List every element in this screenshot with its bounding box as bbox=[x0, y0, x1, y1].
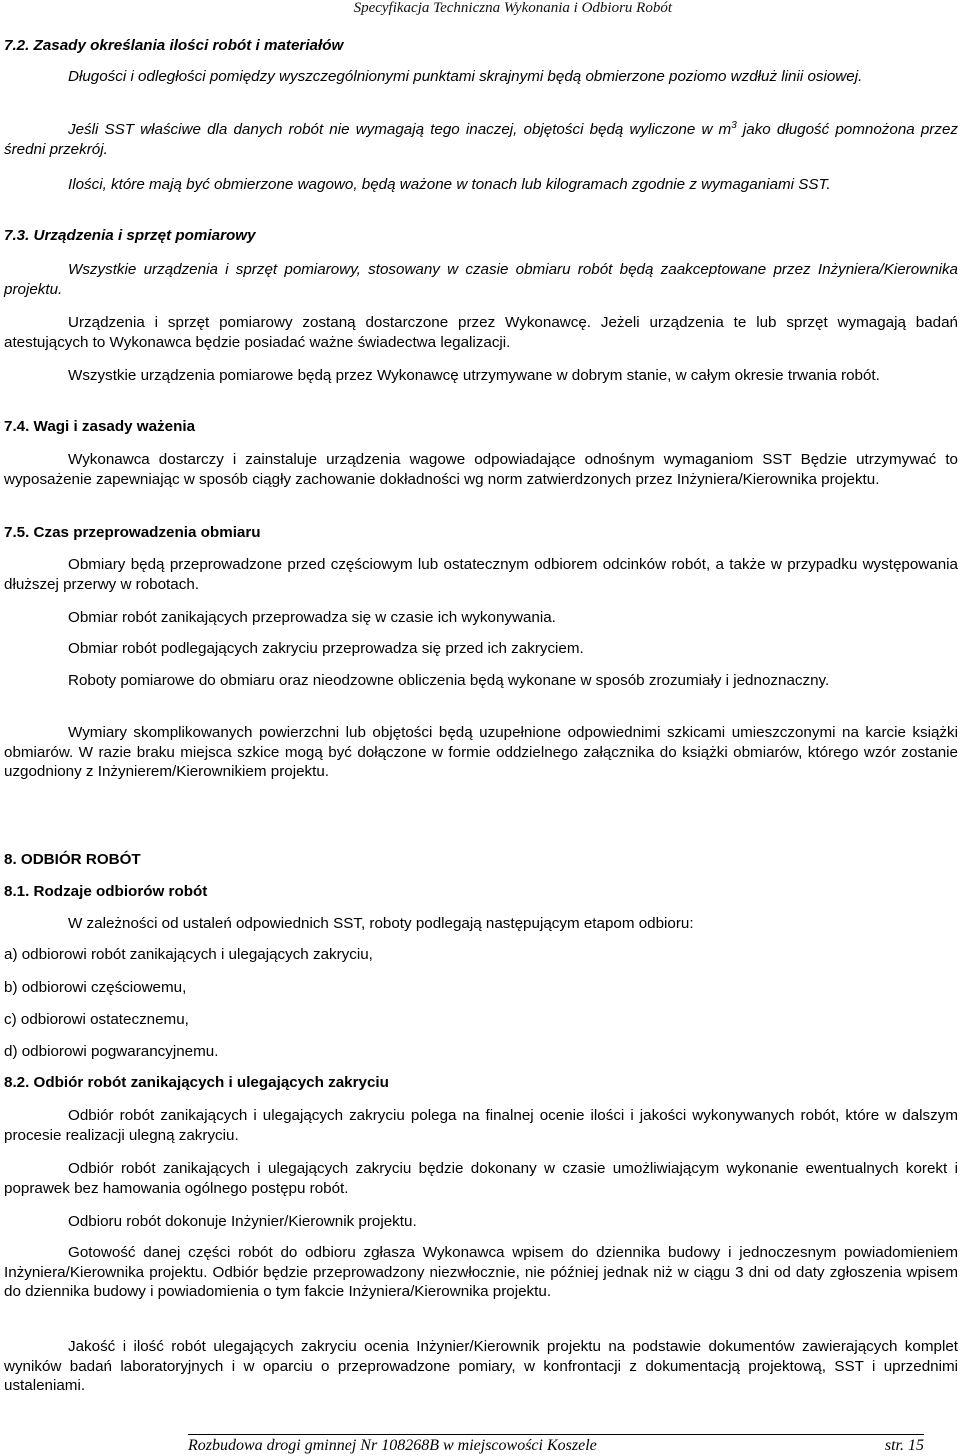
paragraph: W zależności od ustaleń odpowiednich SST, roboty podlegają następującym etapom odbioru: bbox=[68, 915, 694, 932]
paragraph: Gotowość danej części robót do odbioru zgłasza Wykonawca wpisem do dziennika budowy i jednoczesnym powiadomieniem Inżyniera/Kierownika projektu. Odbiór będzie przeprowadzony niezwłocznie, nie później jednak niż w ciągu 3 dni od daty zgłoszenia wpisem do dziennika budowy i powiadomienia o tym fakcie Inżyniera/Kierownika projektu. bbox=[4, 1244, 958, 1301]
running-header: Specyfikacja Techniczna Wykonania i Odbioru Robót bbox=[353, 0, 672, 16]
section-7-2-heading: 7.2. Zasady określania ilości robót i materiałów bbox=[4, 37, 344, 54]
page-footer bbox=[188, 1434, 924, 1455]
list-item: d) odbiorowi pogwarancyjnemu. bbox=[4, 1043, 219, 1060]
page-number: str. 15 bbox=[884, 1437, 924, 1454]
paragraph: Ilości, które mają być obmierzone wagowo, będą ważone w tonach lub kilogramach zgodnie z wymaganiami SST. bbox=[68, 176, 831, 193]
paragraph: Urządzenia i sprzęt pomiarowy zostaną dostarczone przez Wykonawcę. Jeżeli urządzenia te lub sprzęt wymagają badań atestujących to Wykonawca będzie posiadać ważne świadectwa legalizacji. bbox=[4, 314, 958, 351]
paragraph: Obmiary będą przeprowadzone przed częściowym lub ostatecznym odbiorem odcinków robót, a także w przypadku występowania dłuższej przerwy w robotach. bbox=[4, 556, 958, 593]
section-7-5-heading: 7.5. Czas przeprowadzenia obmiaru bbox=[4, 524, 261, 541]
paragraph: Wymiary skomplikowanych powierzchni lub objętości będą uzupełnione odpowiednimi szkicami umieszczonymi na karcie książki obmiarów. W razie braku miejsca szkice mogą być dołączone w formie oddzielnego załącznika do książki obmiarów, którego wzór zostanie uzgodniony z Inżynierem/Kierownikiem projektu. bbox=[4, 724, 958, 781]
paragraph: Roboty pomiarowe do obmiaru oraz nieodzowne obliczenia będą wykonane w sposób zrozumiały i jednoznaczny. bbox=[68, 672, 830, 689]
list-item: b) odbiorowi częściowemu, bbox=[4, 979, 187, 996]
paragraph: Obmiar robót podlegających zakryciu przeprowadza się przed ich zakryciem. bbox=[68, 640, 584, 657]
section-8-1-heading: 8.1. Rodzaje odbiorów robót bbox=[4, 883, 208, 900]
paragraph: Odbiór robót zanikających i ulegających zakryciu polega na finalnej ocenie ilości i jakości wykonywanych robót, które w dalszym procesie realizacji ulegną zakryciu. bbox=[4, 1107, 958, 1144]
list-item: a) odbiorowi robót zanikających i ulegających zakryciu, bbox=[4, 946, 373, 963]
footer-project-title: Rozbudowa drogi gminnej Nr 108268B w miejscowości Koszele bbox=[188, 1437, 597, 1454]
paragraph: Jeśli SST właściwe dla danych robót nie wymagają tego inaczej, objętości będą wyliczone w $m^3$ jako długość pomnożona przez średni przekrój. bbox=[4, 119, 958, 158]
paragraph: Odbiór robót zanikających i ulegających zakryciu będzie dokonany w czasie umożliwiającym wykonanie ewentualnych korekt i poprawek bez hamowania ogólnego postępu robót. bbox=[4, 1160, 958, 1197]
paragraph: Wykonawca dostarczy i zainstaluje urządzenia wagowe odpowiadające odnośnym wymaganiom SST Będzie utrzymywać to wyposażenie zapewniając w sposób ciągły zachowanie dokładności wg norm zatwierdzonych przez Inżyniera/Kierownika projektu. bbox=[4, 451, 958, 488]
superscript: 3 bbox=[731, 119, 737, 131]
paragraph: Obmiar robót zanikających przeprowadza się w czasie ich wykonywania. bbox=[68, 609, 556, 626]
section-7-4-heading: 7.4. Wagi i zasady ważenia bbox=[4, 418, 196, 435]
section-8-2-heading: 8.2. Odbiór robót zanikających i ulegających zakryciu bbox=[4, 1074, 389, 1091]
list-item: c) odbiorowi ostatecznemu, bbox=[4, 1011, 189, 1028]
paragraph: Długości i odległości pomiędzy wyszczególnionymi punktami skrajnymi będą obmierzone poziomo wzdłuż linii osiowej. bbox=[68, 68, 863, 85]
chapter-8-heading: 8. ODBIÓR ROBÓT bbox=[4, 851, 141, 868]
paragraph: Wszystkie urządzenia pomiarowe będą przez Wykonawcę utrzymywane w dobrym stanie, w całym okresie trwania robót. bbox=[68, 367, 880, 384]
paragraph: Jakość i ilość robót ulegających zakryciu ocenia Inżynier/Kierownik projektu na podstawie dokumentów zawierających komplet wyników badań laboratoryjnych i w oparciu o przeprowadzone pomiary, w konfrontacji z dokumentacją projektową, SST i uprzednimi ustaleniami. bbox=[4, 1338, 958, 1395]
paragraph: Wszystkie urządzenia i sprzęt pomiarowy, stosowany w czasie obmiaru robót będą zaakceptowane przez Inżyniera/Kierownika projektu. bbox=[4, 261, 958, 298]
paragraph: Odbioru robót dokonuje Inżynier/Kierownik projektu. bbox=[68, 1213, 417, 1230]
section-7-3-heading: 7.3. Urządzenia i sprzęt pomiarowy bbox=[4, 227, 256, 244]
